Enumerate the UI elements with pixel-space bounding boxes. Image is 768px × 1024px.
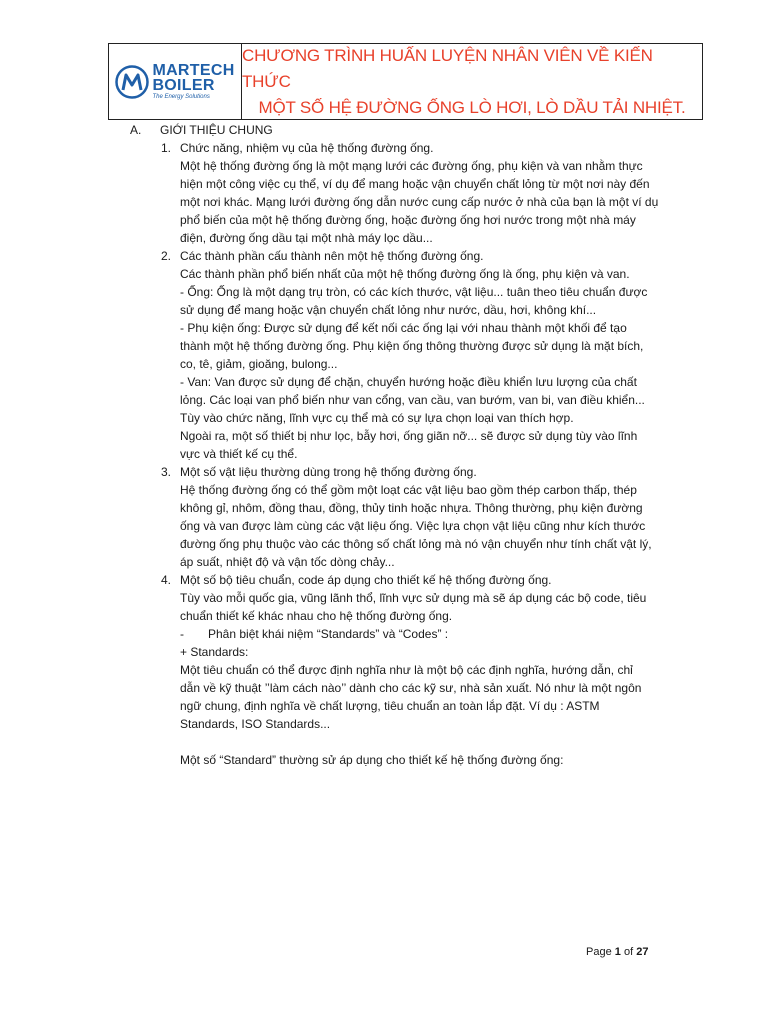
body-line: chuẩn thiết kế khác nhau cho hệ thống đường ống. <box>180 609 453 623</box>
body-line: đường ống phụ thuộc vào các thông số chất lỏng mà nó vận chuyển như tính chất vật lý, <box>180 537 652 551</box>
list-item <box>130 463 675 571</box>
body-line: Ngoài ra, một số thiết bị như lọc, bẫy hơi, ống giãn nỡ... sẽ được sử dụng tùy vào lĩnh <box>180 429 638 443</box>
title-line1: CHƯƠNG TRÌNH HUẤN LUYỆN NHÂN VIÊN VỀ KIẾN THỨC <box>242 45 653 91</box>
page-total: 27 <box>636 946 649 958</box>
section-title: GIỚI THIỆU CHUNG <box>160 123 273 137</box>
item-number: 4. <box>161 573 172 587</box>
body-line: Tùy vào chức năng, lĩnh vực cụ thể mà có sự lựa chọn loại van thích hợp. <box>180 411 574 425</box>
page-footer <box>586 946 648 958</box>
body-line: điện, đường ống dầu tại một nhà máy lọc dầu... <box>180 231 433 245</box>
section-letter: A. <box>130 123 142 137</box>
body-line: lỏng. Các loại van phổ biến như van cổng, van cầu, van bướm, van bi, van điều khiển... <box>180 393 645 407</box>
document-body <box>130 121 675 769</box>
body-line: phổ biến của một hệ thống đường ống, hoặc đường ống hơi nước trong một nhà máy <box>180 213 636 227</box>
body-line: - Ống: Ống là một dạng trụ tròn, có các kích thước, vật liệu... tuân theo tiêu chuẩn được <box>180 285 648 299</box>
item-number: 2. <box>161 249 172 263</box>
body-line: Hệ thống đường ống có thể gồm một loạt các vật liệu bao gồm thép carbon thấp, thép <box>180 483 637 497</box>
item-list <box>130 139 675 769</box>
body-line: một nơi khác. Mạng lưới đường ống dẫn nước cung cấp nước ở nhà của bạn là một ví dụ <box>180 195 659 209</box>
item-heading: Một số vật liệu thường dùng trong hệ thống đường ống. <box>180 465 477 479</box>
page-word: Page <box>586 946 612 958</box>
company-logo <box>115 63 234 100</box>
body-line: co, tê, giảm, gioăng, bulong... <box>180 357 338 371</box>
item-heading: Chức năng, nhiệm vụ của hệ thống đường ống. <box>180 141 434 155</box>
header-title <box>242 44 702 119</box>
title-line2: MỘT SỐ HỆ ĐƯỜNG ỐNG LÒ HƠI, LÒ DẦU TẢI NHIỆT. <box>258 97 686 117</box>
body-line: không gỉ, nhôm, đồng thau, đồng, thủy tinh hoặc nhựa. Thông thường, phụ kiện đường <box>180 501 643 515</box>
body-line: Standards, ISO Standards... <box>180 717 331 731</box>
body-line: ống và van được làm cùng các vật liệu ống. Việc lựa chọn vật liệu cũng như kích thước <box>180 519 646 533</box>
body-line: + Standards: <box>180 645 249 659</box>
item-number: 3. <box>161 465 172 479</box>
logo-line2: BOILER <box>152 77 215 94</box>
body-line: vực và thiết kế cụ thể. <box>180 447 298 461</box>
item-number: 1. <box>161 141 172 155</box>
item-heading: Một số bộ tiêu chuẩn, code áp dụng cho thiết kế hệ thống đường ống. <box>180 573 552 587</box>
body-line: Tùy vào mỗi quốc gia, vũng lãnh thổ, lĩnh vực sử dụng mà sẽ áp dụng các bộ code, tiêu <box>180 591 647 605</box>
body-line: thành một hệ thống đường ống. Phụ kiện ống thông thường được sử dụng là mặt bích, <box>180 339 644 353</box>
logo-line1: MARTECH <box>152 62 235 79</box>
body-line: Các thành phần phổ biến nhất của một hệ thống đường ống là ống, phụ kiện và van. <box>180 267 630 281</box>
document-header <box>108 43 703 120</box>
body-line: ngữ chung, định nghĩa về chất lượng, tiêu chuẩn an toàn lắp đặt. Ví dụ : ASTM <box>180 699 600 713</box>
logo-emblem-icon <box>115 65 149 99</box>
logo-tagline: The Energy Solutions <box>152 94 210 100</box>
body-line: sử dụng để mang hoặc vận chuyển chất lỏng như nước, dầu, hơi, không khí... <box>180 303 597 317</box>
dash-item: - Phân biệt khái niệm “Standards” và “Codes” : <box>180 627 449 641</box>
body-line: áp suất, nhiệt độ và vận tốc dòng chảy... <box>180 555 395 569</box>
of-word: of <box>623 946 634 958</box>
spacer <box>180 733 675 751</box>
body-line: Một tiêu chuẩn có thể được định nghĩa như là một bộ các định nghĩa, hướng dẫn, chỉ <box>180 663 633 677</box>
body-line: - Van: Van được sử dụng để chặn, chuyển hướng hoặc điều khiển lưu lượng của chất <box>180 375 637 389</box>
list-item <box>130 571 675 769</box>
body-line: Một hệ thống đường ống là một mạng lưới các đường ống, phụ kiện và van nhằm thực <box>180 159 643 173</box>
list-item <box>130 247 675 463</box>
item-heading: Các thành phần cấu thành nên một hệ thống đường ống. <box>180 249 484 263</box>
page-number: 1 <box>614 946 621 958</box>
body-line: - Phụ kiện ống: Được sử dụng để kết nối các ống lại với nhau thành một khối để tạo <box>180 321 627 335</box>
dash-item-text: Phân biệt khái niệm “Standards” và “Codes” : <box>208 627 449 641</box>
section-heading <box>130 121 675 139</box>
list-item <box>130 139 675 247</box>
body-line: hiện một công việc cụ thể, ví dụ để mang hoặc vận chuyển chất lỏng từ một nơi này đến <box>180 177 650 191</box>
closing-line: Một số “Standard” thường sử áp dụng cho thiết kế hệ thống đường ống: <box>180 753 564 767</box>
body-line: dẫn về kỹ thuật ’’làm cách nào’’ dành cho các kỹ sư, nhà sản xuất. Nó như là một ngôn <box>180 681 642 695</box>
logo-cell <box>109 44 242 119</box>
